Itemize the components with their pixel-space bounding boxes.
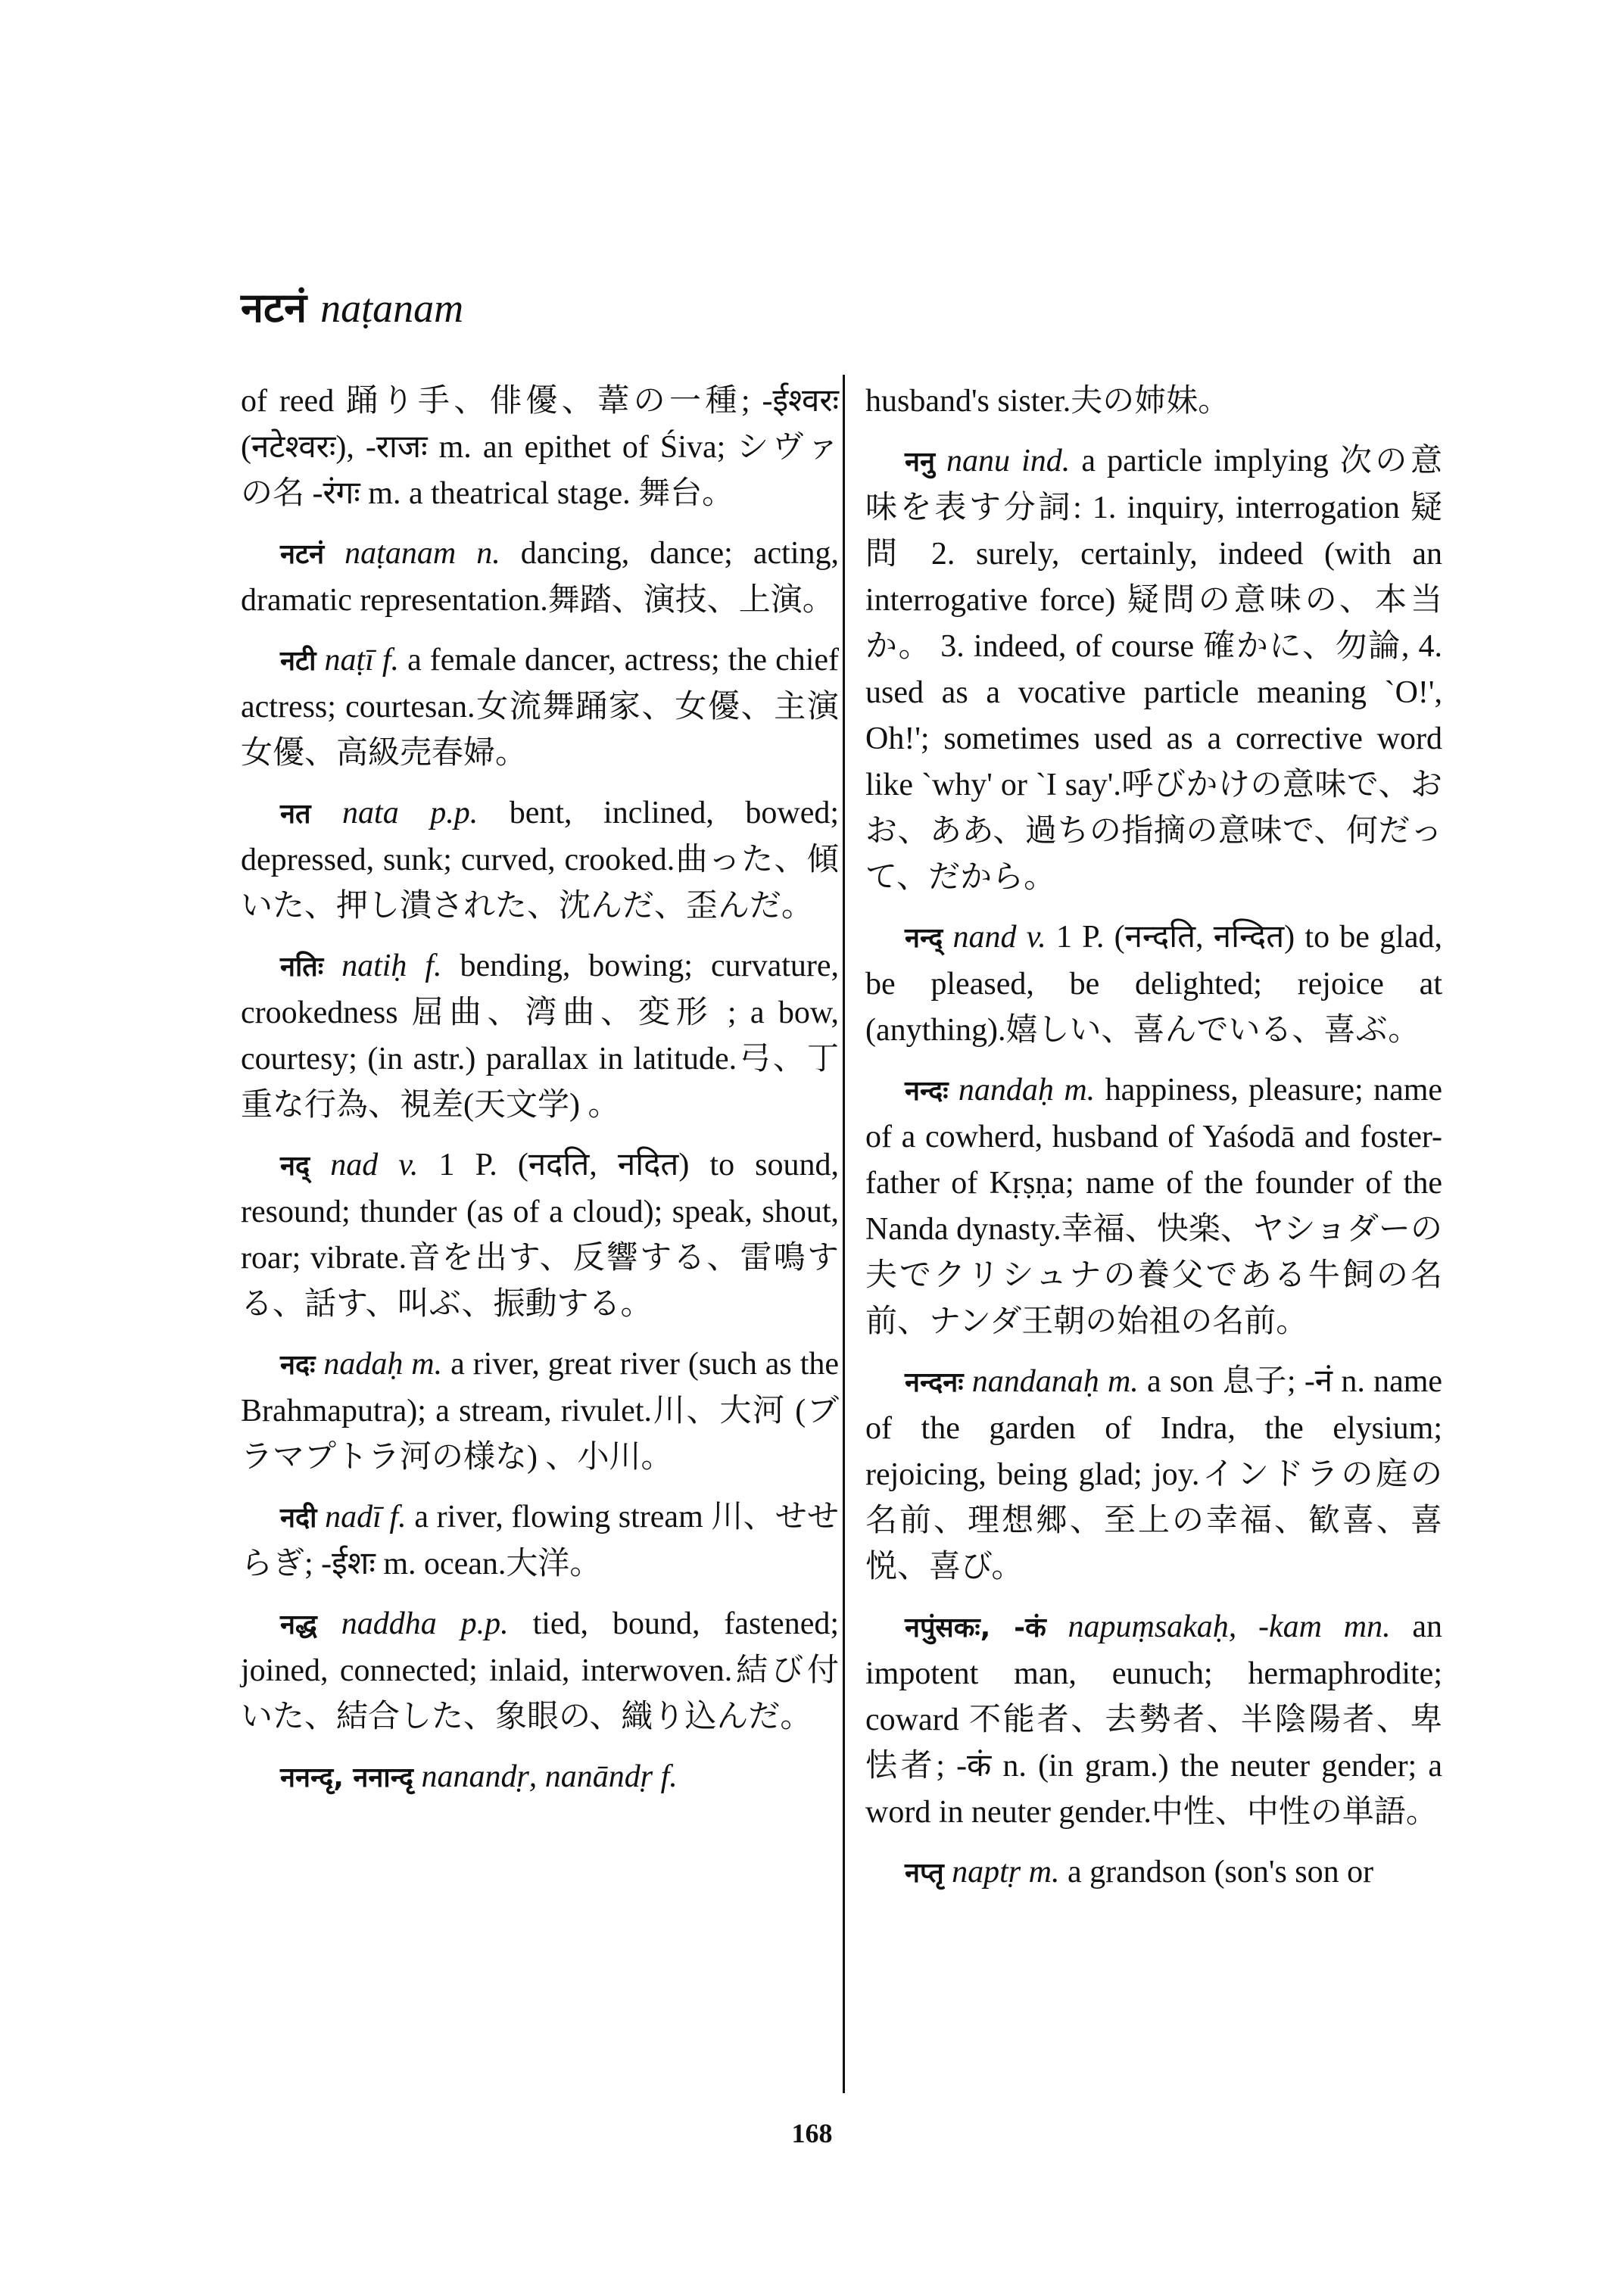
- entry-definition: bent, inclined, bowed; depressed, sunk; curved, crooked.曲った、傾いた、押し潰された、沈んだ、歪んだ。: [241, 796, 840, 924]
- entry-headword: नदः: [280, 1350, 316, 1381]
- page-header: [241, 284, 464, 332]
- entry-romanization: natiḥ: [341, 949, 407, 983]
- entry-romanization: nand: [952, 920, 1017, 955]
- entry-headword: नटी: [280, 646, 316, 677]
- dictionary-entry: [865, 914, 1442, 1054]
- entry-grammar: f.: [389, 1500, 407, 1534]
- entry-headword: नप्तृ: [905, 1858, 944, 1889]
- dictionary-entry: [241, 1341, 839, 1481]
- entry-romanization: nandanaḥ: [971, 1364, 1099, 1399]
- entry-headword: ननन्दृ, ननान्दृ: [280, 1762, 413, 1793]
- entry-definition: a river, great river (such as the Brahmaputra); a stream, rivulet.川、大河 (ブラマプトラ河の様な) 、小川。: [241, 1347, 840, 1475]
- entry-definition: dancing, dance; acting, dramatic representation.舞踏、演技、上演。: [241, 536, 840, 618]
- entry-grammar: m.: [411, 1347, 443, 1382]
- entry-romanization: naddha: [341, 1606, 437, 1641]
- entry-romanization: nanu: [946, 444, 1011, 478]
- dictionary-entry: [241, 531, 839, 624]
- entry-headword: नद्: [280, 1151, 310, 1182]
- dictionary-entry: [865, 1849, 1442, 1896]
- column-divider: [843, 375, 845, 2093]
- dictionary-entry: [865, 1604, 1442, 1836]
- entry-definition: 1 P. (नदति, नदित) to sound, resound; thunder (as of a cloud); speak, shout, roar; vibrate.音を出す、反響する、雷鳴する、話す、叫ぶ、振動する。: [241, 1148, 840, 1322]
- entry-romanization: napuṃsakaḥ, -kam: [1068, 1609, 1323, 1644]
- dictionary-entry: [241, 1754, 839, 1801]
- entry-romanization: nandaḥ: [958, 1073, 1054, 1108]
- dictionary-entry: [241, 637, 839, 777]
- right-column: [865, 379, 1442, 1910]
- page-number: 168: [791, 2118, 833, 2148]
- left-column: [241, 379, 839, 1815]
- header-devanagari: नटनं: [241, 284, 307, 332]
- entry-headword: नतिः: [280, 952, 324, 983]
- entry-grammar: m.: [1028, 1855, 1060, 1890]
- entry-definition: 1 P. (नन्दति, नन्दित) to be glad, be pleased, be delighted; rejoice at (anything).嬉しい、喜んでいる、喜ぶ。: [865, 920, 1442, 1048]
- entry-grammar: m.: [1107, 1364, 1139, 1399]
- entry-romanization: nanandṛ, nanāndṛ: [421, 1759, 653, 1794]
- entry-romanization: naṭī: [324, 643, 374, 678]
- entry-definition: a river, flowing stream 川、せせらぎ; -ईशः m. ocean.大洋。: [241, 1500, 839, 1581]
- entry-grammar: p.p.: [460, 1606, 509, 1641]
- entry-definition: husband's sister.夫の姉妹。: [865, 384, 1230, 419]
- entry-grammar: v.: [1026, 920, 1046, 955]
- entry-grammar: m.: [1064, 1073, 1096, 1108]
- dictionary-entry: [865, 1067, 1442, 1345]
- entry-definition: an impotent man, eunuch; hermaphrodite; coward 不能者、去勢者、半陰陽者、卑怯者; -कं n. (in gram.) the neuter gender; a word in neuter gender.中性、中性の単語。: [865, 1609, 1443, 1830]
- entry-romanization: nadī: [325, 1500, 382, 1534]
- entry-headword: नन्दनः: [905, 1367, 964, 1398]
- entry-headword: नद्ध: [280, 1609, 317, 1640]
- entry-grammar: f.: [425, 949, 442, 983]
- dictionary-entry: [241, 1601, 839, 1740]
- entry-grammar: ind.: [1021, 444, 1071, 478]
- entry-headword: नटनं: [280, 539, 325, 570]
- entry-grammar: n.: [476, 536, 500, 571]
- entry-headword: नदी: [280, 1503, 317, 1534]
- entry-headword: नत: [280, 799, 311, 830]
- entry-romanization: nadaḥ: [323, 1347, 404, 1382]
- dictionary-entry: [241, 790, 839, 930]
- dictionary-entry: [241, 943, 839, 1129]
- entry-romanization: naṭanam: [344, 536, 457, 571]
- entry-headword: ननु: [905, 447, 935, 478]
- dictionary-entry: [241, 1494, 839, 1587]
- dictionary-entry: [865, 438, 1442, 901]
- entry-definition: bending, bowing; curvature, crookedness 屈曲、湾曲、変形 ; a bow, courtesy; (in astr.) parallax in latitude.弓、丁重な行為、視差(天文学) 。: [241, 949, 840, 1123]
- entry-romanization: nata: [342, 796, 399, 830]
- entry-headword: नन्द्: [905, 923, 943, 954]
- entry-grammar: f.: [382, 643, 400, 678]
- entry-grammar: mn.: [1343, 1609, 1391, 1644]
- entry-definition: happiness, pleasure; name of a cowherd, husband of Yaśodā and foster-father of Kṛṣṇa; name of the founder of the Nanda dynasty.幸福、快楽、ヤショダーの夫でクリシュナの養父である牛飼の名前、ナンダ王朝の始祖の名前。: [865, 1073, 1443, 1339]
- entry-headword: नपुंसकः, -कं: [905, 1612, 1046, 1643]
- entry-romanization: nad: [330, 1148, 379, 1182]
- dictionary-entry: [865, 1359, 1442, 1590]
- entry-definition: of reed 踊り手、俳優、葦の一種; -ईश्वरः (नटेश्वरः), -राजः m. an epithet of Śiva; シヴァの名 -रंगः m. a theatrical stage. 舞台。: [241, 384, 839, 511]
- entry-romanization: naptṛ: [952, 1855, 1021, 1890]
- header-romanized: naṭanam: [320, 285, 464, 331]
- entry-definition: a particle implying 次の意味を表す分詞: 1. inquiry, interrogation 疑問 2. surely, certainly, indeed (with an interrogative force) 疑問の意味の、本当か。 3. indeed, of course 確かに、勿論, 4. used as a vocative particle meaning `O!', Oh!'; sometimes used as a corrective word like `why' or `I say'.呼びかけの意味で、おお、ああ、過ちの指摘の意味で、何だって、だから。: [865, 444, 1442, 895]
- entry-grammar: p.p.: [430, 796, 478, 830]
- dictionary-entry: [241, 379, 839, 517]
- dictionary-entry: [865, 379, 1442, 425]
- entry-definition: a son 息子; -नं n. name of the garden of Indra, the elysium; rejoicing, being glad; joy.インドラの庭の名前、理想郷、至上の幸福、歓喜、喜悦、喜び。: [865, 1364, 1443, 1584]
- entry-grammar: f.: [660, 1759, 678, 1794]
- entry-definition: tied, bound, fastened; joined, connected; inlaid, interwoven.結び付いた、結合した、象眼の、織り込んだ。: [241, 1606, 840, 1734]
- entry-definition: a grandson (son's son or: [1067, 1855, 1374, 1890]
- entry-grammar: v.: [398, 1148, 419, 1182]
- dictionary-entry: [241, 1142, 839, 1328]
- entry-definition: a female dancer, actress; the chief actress; courtesan.女流舞踊家、女優、主演女優、高級売春婦。: [241, 643, 840, 771]
- entry-headword: नन्दः: [905, 1076, 949, 1107]
